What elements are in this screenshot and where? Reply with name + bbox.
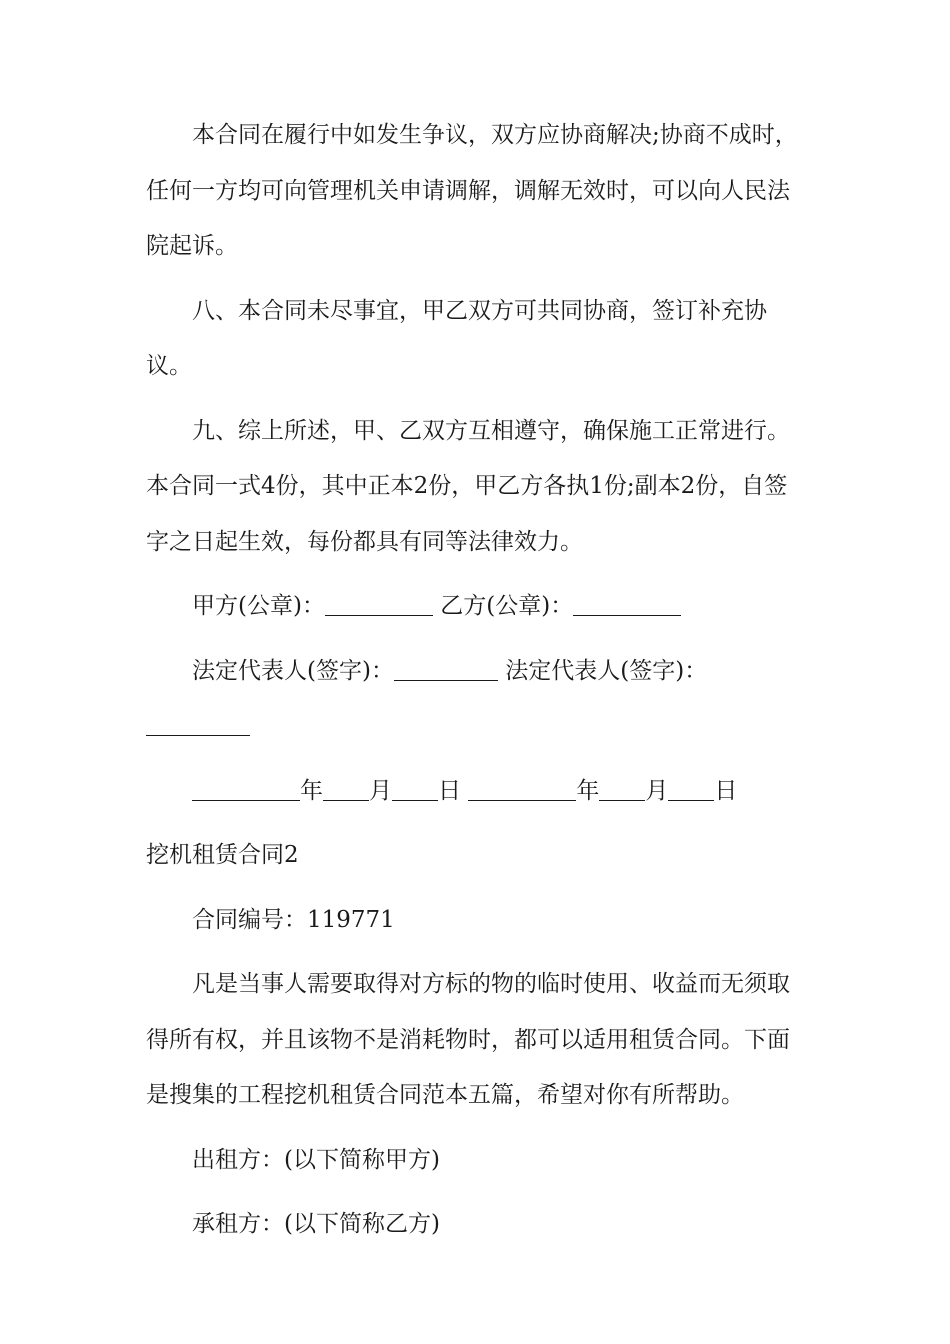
date-a-year-blank[interactable] <box>192 777 300 801</box>
date-b-year: 年 <box>576 777 600 804</box>
party-a-seal-label: 甲方(公章)： <box>192 593 325 619</box>
contract-number-label: 合同编号： <box>192 906 307 933</box>
date-b-month-blank[interactable] <box>599 777 645 801</box>
date-line <box>146 764 806 820</box>
date-b-day-blank[interactable] <box>668 777 714 801</box>
contract-number <box>146 893 806 949</box>
document-page <box>146 108 806 1253</box>
lessee-line: 承租方：(以下简称乙方) <box>192 1211 440 1237</box>
contract-2-title: 挖机租赁合同2 <box>146 842 299 868</box>
article-9: 九、综上所述，甲、乙双方互相遵守，确保施工正常进行。本合同一式4份，其中正本2份，甲乙方各执1份;副本2份，自签字之日起生效，每份都具有同等法律效力。 <box>146 417 790 555</box>
party-b-seal-label: 乙方(公章)： <box>440 593 574 619</box>
date-a-month: 月 <box>369 777 392 804</box>
date-b-year-blank[interactable] <box>468 777 576 801</box>
legal-rep-b-blank[interactable] <box>146 712 250 736</box>
party-a-seal-blank[interactable] <box>325 592 433 616</box>
legal-rep-a-label: 法定代表人(签字)： <box>192 657 394 684</box>
lessor-line: 出租方：(以下简称甲方) <box>192 1146 440 1173</box>
party-b-seal-blank[interactable] <box>573 592 681 616</box>
date-a-month-blank[interactable] <box>323 777 369 801</box>
contract-2-intro: 凡是当事人需要取得对方标的物的临时使用、收益而无须取得所有权，并且该物不是消耗物时，都可以适用租赁合同。下面是搜集的工程挖机租赁合同范本五篇，希望对你有所帮助。 <box>146 971 790 1108</box>
legal-rep-a-blank[interactable] <box>394 657 498 681</box>
date-a-day-blank[interactable] <box>392 777 438 801</box>
legal-rep-line <box>146 644 806 755</box>
article-8: 八、本合同未尽事宜，甲乙双方可共同协商，签订补充协议。 <box>146 297 767 379</box>
legal-rep-b-label: 法定代表人(签字)： <box>505 657 708 684</box>
date-b-month: 月 <box>645 777 669 804</box>
date-a-year: 年 <box>300 777 323 804</box>
contract-number-value: 119771 <box>307 906 395 933</box>
date-a-day: 日 <box>438 777 461 804</box>
dispute-clause: 本合同在履行中如发生争议，双方应协商解决;协商不成时，任何一方均可向管理机关申请调解，调解无效时，可以向人民法院起诉。 <box>146 122 798 259</box>
date-b-day: 日 <box>714 777 738 804</box>
seal-line <box>146 579 806 635</box>
